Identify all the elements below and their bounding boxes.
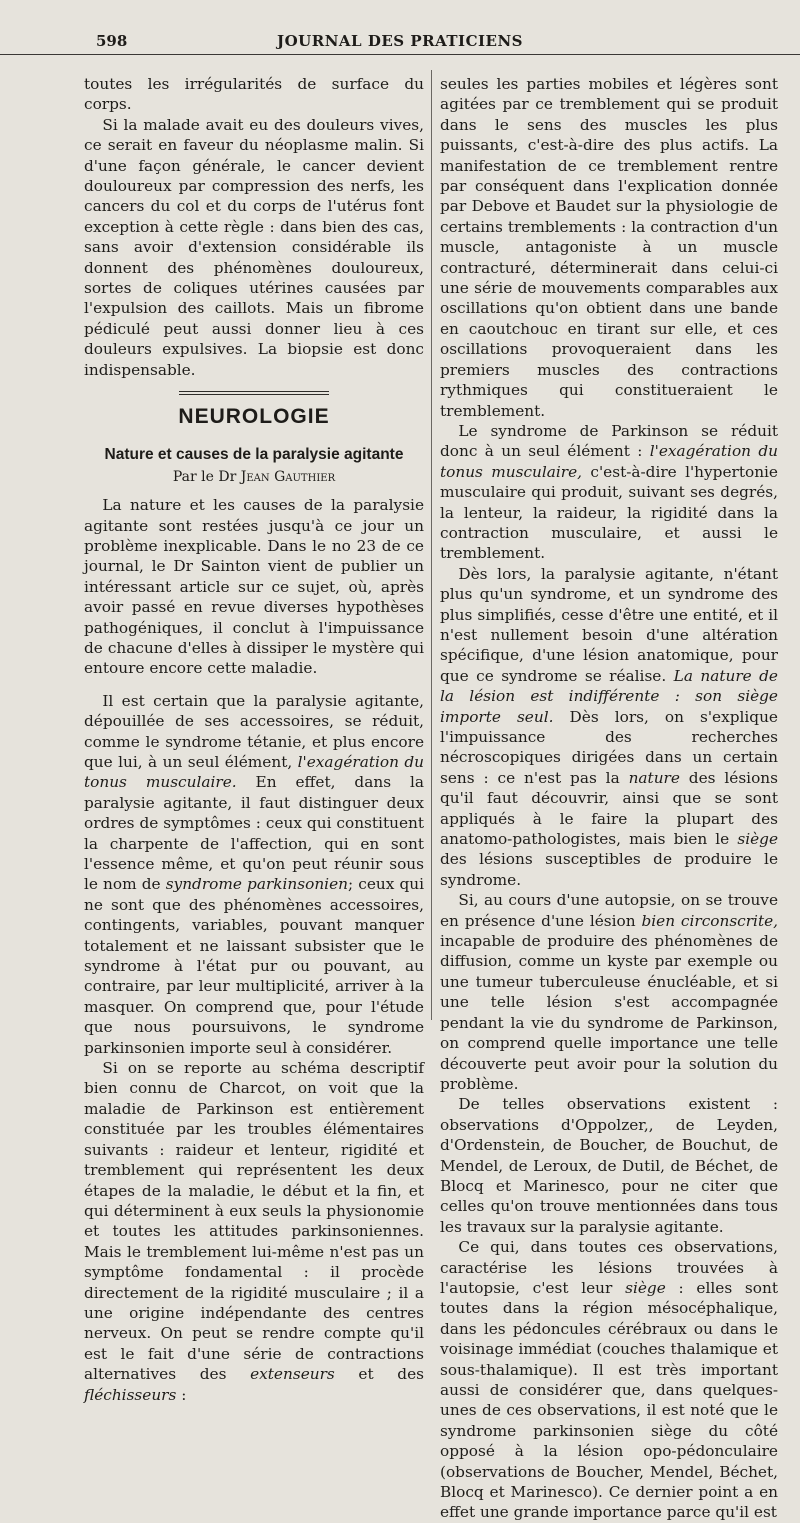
text-run: c'est-à-dire l'hypertonie musculaire qui produit, suivant ses degrés, la lenteur, la raideur, la rigidité dans la contraction musculaire, et aussi le tremblement. [440,462,778,563]
paragraph [440,564,778,891]
emphasis: bien circonscrite, [641,911,779,930]
byline [84,467,424,487]
column-divider [431,70,432,1020]
text-run: : [176,1385,187,1404]
emphasis: l'exagération du tonus musculaire, [440,442,779,481]
text-run: Ce qui, dans toutes ces observations, caractérise les lésions trouvées à l'autopsie, c'est leur [440,1238,778,1297]
byline-author: Jean Gauthier [240,469,336,486]
text-run: incapable de produire des phénomènes de diffusion, comme un kyste par exemple ou une tumeur tuberculeuse énucléable, et si une telle lésion s'est accompagnée pendant la vie du syndrome de Parkinson, on comprend quelle importance une telle découverte peut avoir pour la solution du problème. [440,932,778,1093]
text-run: et des [334,1365,424,1384]
article-title: Nature et causes de la paralysie agitante [104,446,404,464]
text-run: des lésions qu'il faut découvrir, ainsi que se sont appliqués à le faire la plupart des anatomo-pathologistes, mais bien le [440,768,778,849]
paragraph: toutes les irrégularités de surface du corps. [84,75,424,114]
emphasis: La nature de la lésion est indifférente : son siège importe seul. [440,666,778,726]
emphasis: extenseurs [250,1365,335,1384]
text-run: Si, au cours d'une autopsie, on se trouve en présence d'une lésion [440,891,778,930]
text-run: Le syndrome de Parkinson se réduit donc à un seul élément : [440,421,778,461]
running-header [0,30,800,55]
text-run: ; ceux qui ne sont que des phénomènes accessoires, contingents, variables, pouvant manquer totalement et ne laissant subsister que le syndrome à l'état pur ou pouvant, au contraire, par leur multiplicité, arriver à la masquer. On comprend que, pour l'étude que nous poursuivons, le syndrome parkinsonien importe seul à considérer. [84,875,424,1057]
text-run: Dès lors, on s'explique l'impuissance des recherches nécroscopiques dirigées dans un certain sens : ce n'est pas la [440,707,778,787]
emphasis: siège [625,1278,666,1297]
emphasis: nature [628,768,680,787]
section-title: NEUROLOGIE [178,405,330,429]
paragraph [440,421,778,564]
paragraph: seules les parties mobiles et légères sont agitées par ce tremblement qui se produit dans le sens des muscles les plus puissants, c'est-à-dire des plus actifs. La manifestation de ce tremblement rentre par conséquent dans l'explication donnée par Debove et Baudet sur la physiologie de certains tremblements : la contraction d'un muscle, antagoniste à un muscle contracturé, déterminerait dans celui-ci une série de mouvements comparables aux oscillations qu'on obtient dans une bande en caoutchouc en tirant sur elle, et ces oscillations provoqueraient dans les premiers muscles des contractions rythmiques qui constitueraient le tremblement. [440,75,778,420]
paragraph: De telles observations existent : observations d'Oppolzer,, de Leyden, d'Ordenstein, de Boucher, de Bouchut, de Mendel, de Leroux, de Dutil, de Béchet, de Blocq et Marinesco, pour ne citer que celles qu'on trouve mentionnées dans tous les travaux sur la paralysie agitante. [440,1095,778,1236]
text-run: Dès lors, la paralysie agitante, n'étant plus qu'un syndrome, et un syndrome des plus simplifiés, cesse d'être une entité, et il n'est nullement besoin d'une altération spécifique, d'une lésion anatomique, pour que ce syndrome se réalise. [440,564,778,685]
text-run: des lésions susceptibles de produire le syndrome. [440,850,778,889]
text-run: Il est certain que la paralysie agitante, dépouillée de ses accessoires, se réduit, comme le syndrome tétanie, et plus encore que lui, à un seul élément, [84,691,424,771]
paragraph [84,691,424,1058]
paragraph: Si la malade avait eu des douleurs vives, ce serait en faveur du néoplasme malin. Si d'une façon générale, le cancer devient douloureux par compression des nerfs, les cancers du col et du corps de l'utérus font exception à cette règle : dans bien des cas, sans avoir d'extension considérable ils donnent des phénomènes douloureux, sortes de coliques utérines causées par l'expulsion des caillots. Mais un fibrome pédiculé peut aussi donner lieu à ces douleurs expulsives. La biopsie est donc indispensable. [84,115,424,379]
emphasis: l'exagération du tonus musculaire. [84,752,425,792]
emphasis: syndrome parkinsonien [165,875,348,894]
text-run: Si on se reporte au schéma descriptif bien connu de Charcot, on voit que la maladie de Parkinson est entièrement constituée par les troubles élémentaires suivants : raideur et lenteur, rigidité et tremblement qui représentent les deux étapes de la maladie, le début et la fin, et qui déterminent à eux seuls la physionomie et toutes les attitudes parkinsoniennes. Mais le tremblement lui-même n'est pas un symptôme fondamental : il procède directement de la rigidité musculaire ; il a une origine indépendante des centres nerveux. On peut se rendre compte qu'il est le fait d'une série de contractions alternatives des [84,1059,424,1384]
paragraph [440,1237,778,1523]
paragraph [440,890,778,1094]
byline-prefix: Par le Dr [172,469,241,486]
text-run: : elles sont toutes dans la région mésocéphalique, dans les pédoncules cérébraux ou dans le voisinage immédiat (couches thalamique et sous-thalamique). Il est très important aussi de considérer que, dans quelques-unes de ces observations, il est noté que le syndrome parkinsonien siège du côté opposé à la lésion opo-pédonculaire (observations de Boucher, Mendel, Béchet, Blocq et Marinesco). Ce dernier point a en effet une grande importance parce qu'il est [440,1278,778,1522]
left-column [84,74,424,1405]
paragraph: La nature et les causes de la paralysie agitante sont restées jusqu'à ce jour un problème inexplicable. Dans le no 23 de ce journal, le Dr Sainton vient de publier un intéressant article sur ce sujet, où, après avoir passé en revue diverses hypothèses pathogéniques, il conclut à l'impuissance de chacune d'elles à dissiper le mystère qui entoure encore cette maladie. [84,496,424,678]
text-run: En effet, dans la paralysie agitante, il faut distinguer deux ordres de symptômes : ceux qui constituent la charpente de l'affection, qui en sont l'essence même, et qu'on peut réunir sous le nom de [84,773,424,894]
emphasis: siège [737,830,778,849]
journal-title: JOURNAL DES PRATICIENS [277,32,523,50]
right-column [440,74,778,1523]
emphasis: fléchisseurs [84,1385,177,1404]
section-separator [179,391,329,395]
paragraph [84,1058,424,1405]
page-number: 598 [96,32,128,50]
